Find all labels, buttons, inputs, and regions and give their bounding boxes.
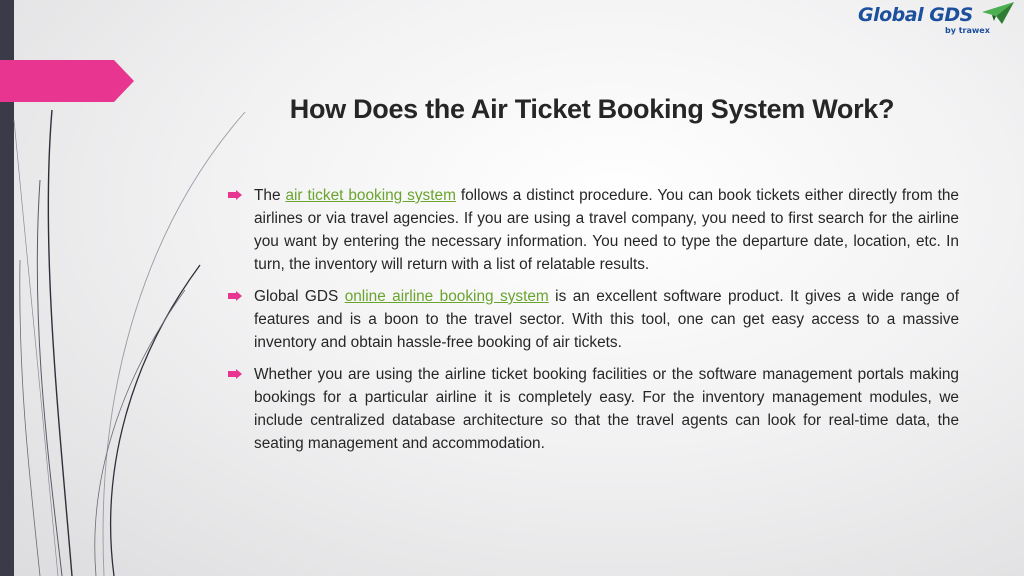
bullet-text-post: follows a distinct procedure. You can book tickets either directly from the airlines or via travel agencies. If you are using a travel company, you need to first search for the airline you want by entering the necessary information. You need to type the departure date, location, etc. In turn, the inventory will return with a list of relatable results. <box>254 187 959 273</box>
paper-plane-icon <box>982 2 1014 24</box>
bullet-text-pre: The <box>254 187 286 204</box>
list-item <box>226 184 959 276</box>
bullet-text: Whether you are using the airline ticket booking facilities or the software management portals making bookings for a particular airline it is completely easy. For the inventory management modules, we include centralized database architecture so that the travel agents can look for real-time data, the seating management and accommodation. <box>254 366 959 452</box>
list-item <box>226 285 959 354</box>
logo-brand-gds: GDS <box>929 4 973 26</box>
bullet-text-pre: Global GDS <box>254 288 345 305</box>
logo-wordmark <box>858 4 973 26</box>
global-gds-logo <box>858 2 1018 38</box>
bullet-text-post: is an excellent software product. It gives a wide range of features and is a boon to the travel sector. With this tool, one can get easy access to a massive inventory and obtain hassle-free booking of air tickets. <box>254 288 960 351</box>
arrow-bullet-icon <box>228 369 242 379</box>
arrow-bullet-icon <box>228 291 242 301</box>
logo-brand-word: Global <box>858 4 924 26</box>
online-airline-booking-system-link[interactable]: online airline booking system <box>344 288 549 305</box>
logo-tagline: by trawex <box>945 26 990 35</box>
bullet-list <box>226 184 959 464</box>
arrow-bullet-icon <box>228 190 242 200</box>
pink-accent-tab <box>0 60 134 102</box>
air-ticket-booking-system-link[interactable]: air ticket booking system <box>285 187 456 204</box>
slide-title: How Does the Air Ticket Booking System Work? <box>289 94 895 124</box>
list-item <box>226 363 959 455</box>
